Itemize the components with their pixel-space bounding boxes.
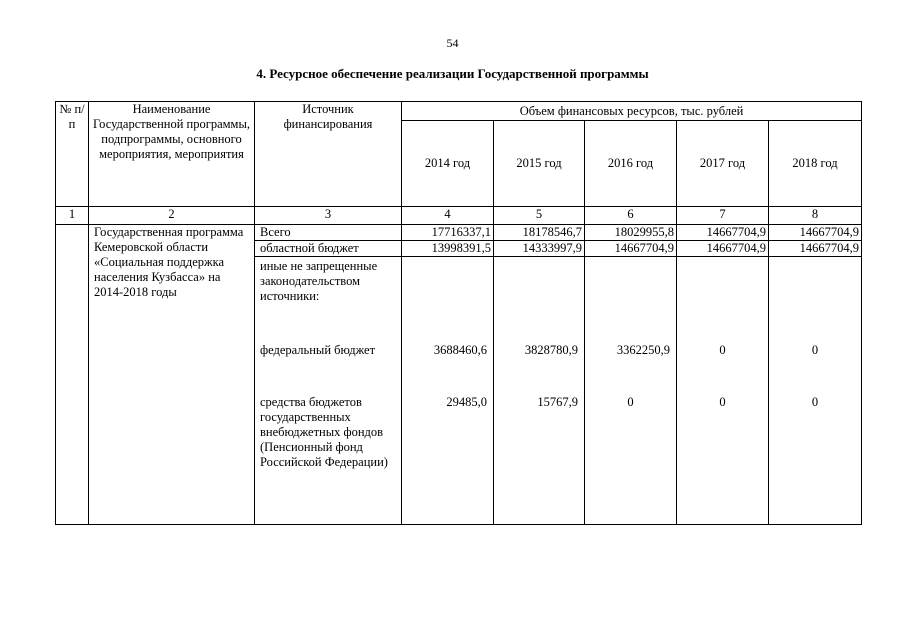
source-other-label: иные не запрещенные законодательством источники: (260, 259, 378, 303)
header-year-2016: 2016 год (585, 121, 677, 207)
value-federal-2015: 3828780,9 (524, 343, 578, 357)
value-regional-2018: 14667704,9 (769, 241, 862, 257)
program-name: Государственная программа Кемеровской области «Социальная поддержка населения Кузбасса» на 2014-2018 годы (89, 225, 255, 525)
value-total-2014: 17716337,1 (402, 225, 494, 241)
value-extrabudget-2017: 0 (719, 395, 726, 409)
column-number: 6 (585, 207, 677, 225)
value-other-2014-cell (402, 257, 494, 525)
header-year-2015: 2015 год (494, 121, 585, 207)
program-num (56, 225, 89, 525)
column-number-row (56, 207, 862, 225)
value-federal-2016: 3362250,9 (616, 343, 670, 357)
value-extrabudget-2015: 15767,9 (537, 395, 578, 409)
source-regional: областной бюджет (255, 241, 402, 257)
value-total-2015: 18178546,7 (494, 225, 585, 241)
value-federal-2014: 3688460,6 (433, 343, 487, 357)
value-regional-2017: 14667704,9 (677, 241, 769, 257)
header-volume: Объем финансовых ресурсов, тыс. рублей (402, 102, 862, 121)
value-extrabudget-2016: 0 (627, 395, 634, 409)
value-regional-2015: 14333997,9 (494, 241, 585, 257)
header-name: Наименование Государственной программы, подпрограммы, основного мероприятия, мероприятия (89, 102, 255, 207)
page-title: 4. Ресурсное обеспечение реализации Государственной программы (256, 66, 649, 81)
source-other-cell (255, 257, 402, 525)
value-other-2015-cell (494, 257, 585, 525)
source-extrabudget: средства бюджетов государственных внебюджетных фондов (Пенсионный фонд Российской Федерации) (260, 395, 388, 469)
value-federal-2018: 0 (811, 343, 819, 357)
column-number: 8 (769, 207, 862, 225)
value-extrabudget-2014: 29485,0 (446, 395, 487, 409)
header-source: Источник финансирования (255, 102, 402, 207)
header-num: № п/п (56, 102, 89, 207)
value-federal-2017: 0 (719, 343, 726, 357)
value-other-2016-cell (585, 257, 677, 525)
value-other-2017-cell (677, 257, 769, 525)
source-total: Всего (255, 225, 402, 241)
value-extrabudget-2018: 0 (811, 395, 819, 409)
source-federal: федеральный бюджет (260, 343, 376, 357)
value-regional-2014: 13998391,5 (402, 241, 494, 257)
header-year-2018: 2018 год (769, 121, 862, 207)
column-number: 5 (494, 207, 585, 225)
header-year-2017: 2017 год (677, 121, 769, 207)
header-year-2014: 2014 год (402, 121, 494, 207)
value-total-2017: 14667704,9 (677, 225, 769, 241)
column-number: 3 (255, 207, 402, 225)
column-number: 2 (89, 207, 255, 225)
value-regional-2016: 14667704,9 (585, 241, 677, 257)
resource-table (55, 101, 862, 525)
value-total-2016: 18029955,8 (585, 225, 677, 241)
value-other-2018-cell (769, 257, 862, 525)
column-number: 1 (56, 207, 89, 225)
column-number: 4 (402, 207, 494, 225)
column-number: 7 (677, 207, 769, 225)
value-total-2018: 14667704,9 (769, 225, 862, 241)
page-number: 54 (446, 36, 459, 50)
table-row-total (56, 225, 862, 241)
